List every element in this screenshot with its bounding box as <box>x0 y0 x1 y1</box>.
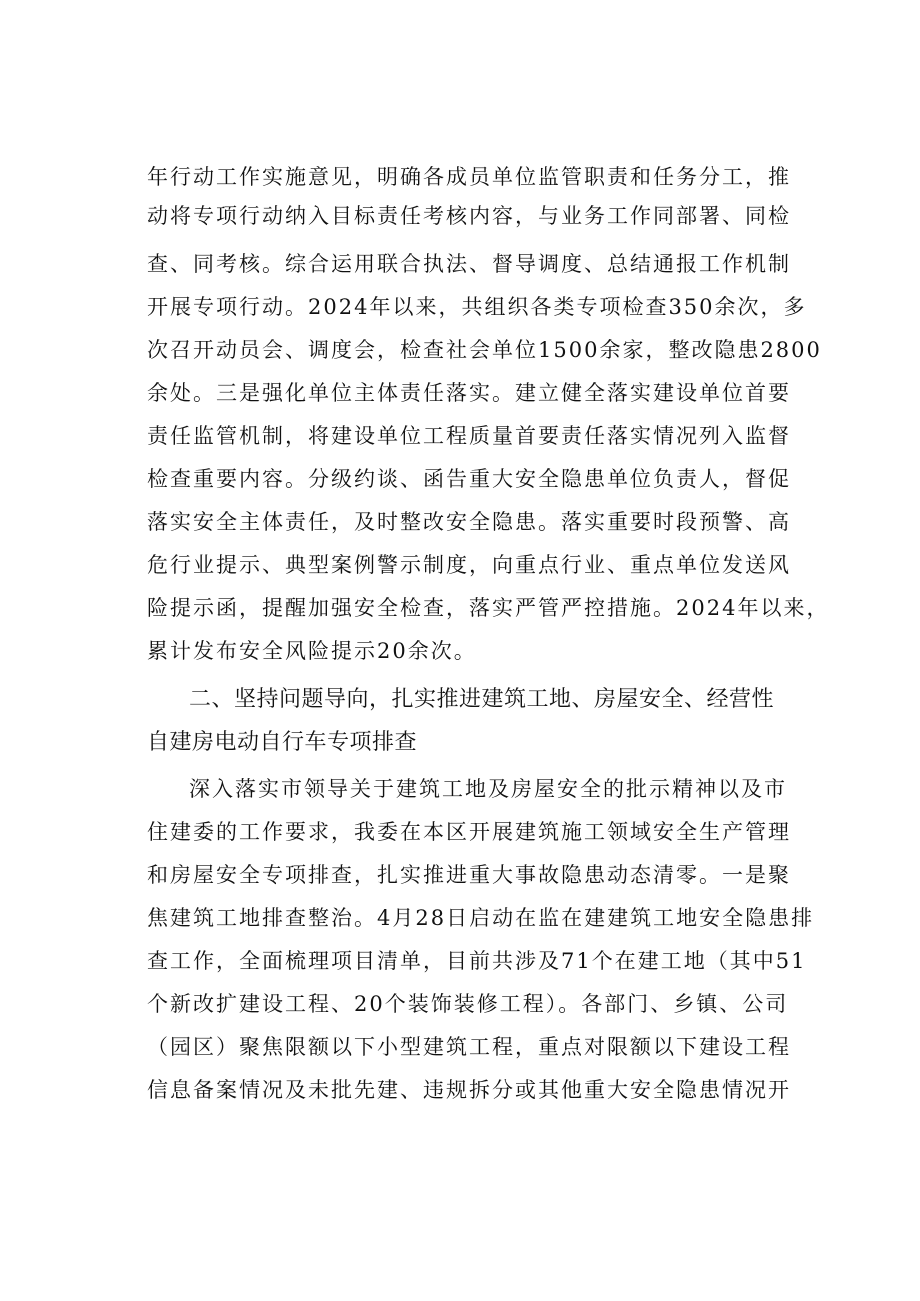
section-heading: 自建房电动自行车专项排查 <box>147 730 418 755</box>
paragraph-line: 深入落实市领导关于建筑工地及房屋安全的批示精神以及市 <box>189 777 787 801</box>
paragraph-line: 年行动工作实施意见，明确各成员单位监管职责和任务分工，推 <box>147 165 791 189</box>
paragraph-line: 个新改扩建设工程、20个装饰装修工程）。各部门、乡镇、公司 <box>147 992 789 1016</box>
paragraph-line: 余处。三是强化单位主体责任落实。建立健全落实建设单位首要 <box>147 381 791 405</box>
paragraph-line: 落实安全主体责任，及时整改安全隐患。落实重要时段预警、高 <box>147 510 791 534</box>
paragraph-line: 责任监管机制，将建设单位工程质量首要责任落实情况列入监督 <box>147 424 791 448</box>
paragraph-line: 危行业提示、典型案例警示制度，向重点行业、重点单位发送风 <box>147 553 791 577</box>
paragraph-line: 查工作，全面梳理项目清单，目前共涉及71个在建工地（其中51 <box>147 949 807 973</box>
paragraph-line: 检查重要内容。分级约谈、函告重大安全隐患单位负责人，督促 <box>147 467 791 491</box>
section-heading: 二、坚持问题导向，扎实推进建筑工地、房屋安全、经营性 <box>189 687 775 712</box>
paragraph-line: （园区）聚焦限额以下小型建筑工程，重点对限额以下建设工程 <box>147 1035 791 1059</box>
paragraph-line: 险提示函，提醒加强安全检查，落实严管严控措施。2024年以来， <box>147 596 830 620</box>
paragraph-line: 动将专项行动纳入目标责任考核内容，与业务工作同部署、同检 <box>147 204 791 228</box>
paragraph-line: 查、同考核。综合运用联合执法、督导调度、总结通报工作机制 <box>147 252 791 276</box>
paragraph-line: 住建委的工作要求，我委在本区开展建筑施工领域安全生产管理 <box>147 820 791 844</box>
paragraph-line: 累计发布安全风险提示20余次。 <box>147 639 477 663</box>
paragraph-line: 开展专项行动。2024年以来，共组织各类专项检查350余次，多 <box>147 295 807 319</box>
paragraph-line: 焦建筑工地排查整治。4月28日启动在监在建建筑工地安全隐患排 <box>147 906 815 930</box>
paragraph-line: 和房屋安全专项排查，扎实推进重大事故隐患动态清零。一是聚 <box>147 863 791 887</box>
paragraph-line: 信息备案情况及未批先建、违规拆分或其他重大安全隐患情况开 <box>147 1078 791 1102</box>
paragraph-line: 次召开动员会、调度会，检查社会单位1500余家，整改隐患2800 <box>147 338 822 362</box>
